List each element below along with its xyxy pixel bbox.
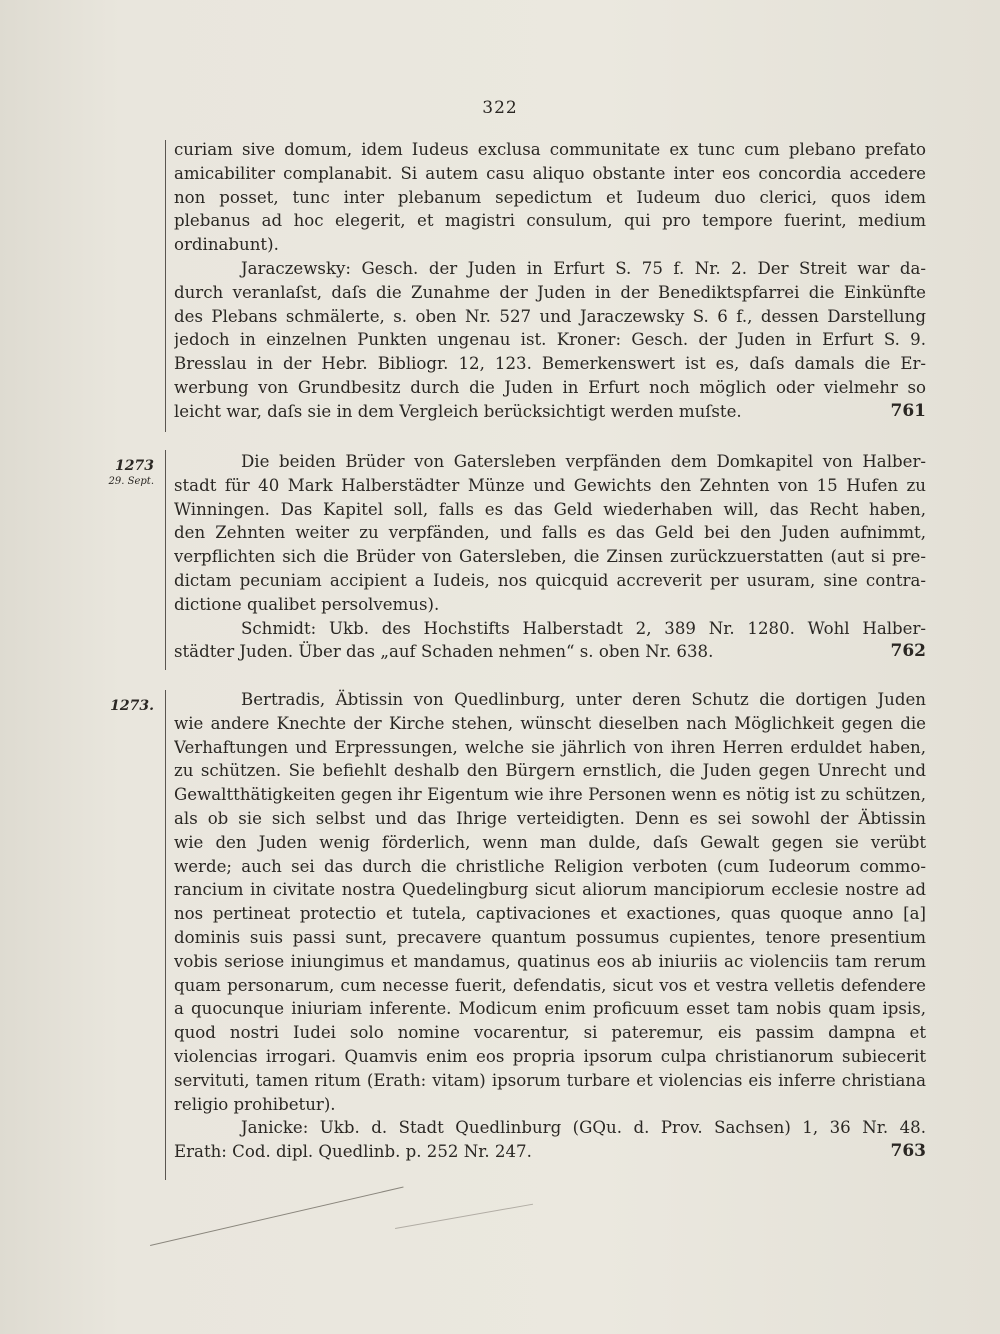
citation-line: Jaraczewsky: Gesch. der Juden in Erfurt S. 75 f. Nr. 2. Der Streit war da- — [241, 258, 926, 278]
text-line: ordinabunt). — [174, 235, 279, 255]
text-line: rancium in civitate nostra Quedelingburg sicut aliorum mancipiorum ecclesie nostre ad — [174, 880, 926, 900]
text-line: Erath: Cod. dipl. Quedlinb. p. 252 Nr. 247. — [174, 1142, 532, 1162]
text-line: wie den Juden wenig förderlich, wenn man dulde, daſs Gewalt gegen sie verübt — [174, 832, 926, 852]
final-line — [174, 400, 926, 424]
text-line: als ob sie sich selbst und das Ihrige verteidigten. Denn es sei sowohl der Äbtissin — [174, 808, 926, 828]
entry-number: 761 — [890, 400, 926, 421]
text-line: Bertradis, Äbtissin von Quedlinburg, unter deren Schutz die dortigen Juden — [241, 690, 926, 709]
page-number: 322 — [482, 98, 518, 118]
text-line: quam personarum, cum necesse fuerit, defendatis, sicut vos et vestra velletis defendere — [174, 975, 926, 995]
date-year: 1273. — [110, 698, 154, 714]
text-line: Gewaltthätigkeiten gegen ihr Eigentum wie ihre Personen wenn es nötig ist zu schützen, — [174, 785, 926, 805]
final-line — [174, 1140, 926, 1164]
text-line: servituti, tamen ritum (Erath: vitam) ipsorum turbare et violencias eis inferre christiana — [174, 1070, 926, 1090]
text-line: werde; auch sei das durch die christliche Religion verboten (cum Iudeorum commo- — [174, 856, 926, 876]
text-line: städter Juden. Über das „auf Schaden nehmen“ s. oben Nr. 638. — [174, 642, 714, 662]
margin-rule — [165, 140, 166, 432]
margin-date — [90, 458, 154, 490]
margin-rule — [165, 690, 166, 1180]
text-line: zu schützen. Sie befiehlt deshalb den Bürgern ernstlich, die Juden gegen Unrecht und — [174, 761, 926, 781]
text-line: leicht war, daſs sie in dem Vergleich berücksichtigt werden muſste. — [174, 401, 742, 421]
entry-762 — [174, 450, 926, 664]
text-line: quod nostri Iudei solo nomine vocarentur, si pateremur, eis passim dampna et — [174, 1023, 926, 1043]
text-line: werbung von Grundbesitz durch die Juden in Erfurt noch möglich oder vielmehr so — [174, 377, 926, 397]
text-line: dictam pecuniam accipient a Iudeis, nos quicquid accreverit per usuram, sine contra- — [174, 570, 926, 590]
text-line: vobis seriose iniungimus et mandamus, quatinus eos ab iniuriis ac violenciis tam rerum — [174, 951, 926, 971]
text-line: wie andere Knechte der Kirche stehen, wünscht dieselben nach Möglichkeit gegen die — [174, 713, 926, 733]
text-line: Winningen. Das Kapitel soll, falls es das Geld wiederhaben will, das Recht haben, — [174, 499, 926, 519]
text-line: jedoch in einzelnen Punkten ungenau ist. Kroner: Gesch. der Juden in Erfurt S. 9. — [174, 330, 926, 350]
entry-761 — [174, 138, 926, 424]
citation-line: Janicke: Ukb. d. Stadt Quedlinburg (GQu. d. Prov. Sachsen) 1, 36 Nr. 48. — [241, 1118, 926, 1138]
margin-rule — [165, 450, 166, 670]
text-line: violencias irrogari. Quamvis enim eos propria ipsorum culpa christianorum subiecerit — [174, 1046, 926, 1066]
text-line: dominis suis passi sunt, precavere quantum possumus cupientes, tenore presentium — [174, 927, 926, 947]
text-line: verpflichten sich die Brüder von Gatersleben, die Zinsen zurückzuerstatten (aut si pre- — [174, 547, 926, 567]
final-line — [174, 640, 926, 664]
citation-line: Schmidt: Ukb. des Hochstifts Halberstadt 2, 389 Nr. 1280. Wohl Halber- — [241, 618, 926, 638]
entry-number: 763 — [890, 1141, 926, 1162]
text-line: Bresslau in der Hebr. Bibliogr. 12, 123. Bemerkenswert ist es, daſs damals die Er- — [174, 354, 926, 374]
margin-date — [90, 698, 154, 714]
pencil-stroke — [395, 1204, 533, 1229]
entry-763 — [174, 688, 926, 1164]
text-line: nos pertineat protectio et tutela, captivaciones et exactiones, quas quoque anno [a] — [174, 904, 926, 924]
text-line: den Zehnten weiter zu verpfänden, und falls es das Geld bei den Juden aufnimmt, — [174, 523, 926, 543]
text-line: Die beiden Brüder von Gatersleben verpfänden dem Domkapitel von Halber- — [241, 452, 926, 471]
date-year: 1273 — [115, 458, 154, 474]
text-line: stadt für 40 Mark Halberstädter Münze und Gewichts den Zehnten von 15 Hufen zu — [174, 475, 926, 495]
text-line: des Plebans schmälerte, s. oben Nr. 527 und Jaraczewsky S. 6 f., dessen Darstellung — [174, 306, 926, 326]
text-line: Verhaftungen und Erpressungen, welche sie jährlich von ihren Herren erduldet haben, — [174, 737, 926, 757]
date-day: 29. Sept. — [108, 476, 154, 487]
text-line: non posset, tunc inter plebanum sepedictum et Iudeum duo clerici, quos idem — [174, 187, 926, 207]
text-line: amicabiliter complanabit. Si autem casu aliquo obstante inter eos concordia accedere — [174, 163, 926, 183]
text-line: a quocunque iniuriam inferente. Modicum enim proficuum esset tam nobis quam ipsis, — [174, 999, 926, 1019]
pencil-stroke — [150, 1187, 404, 1246]
text-line: dictione qualibet persolvemus). — [174, 594, 440, 614]
text-line: curiam sive domum, idem Iudeus exclusa communitate ex tunc cum plebano prefato — [174, 140, 926, 159]
text-line: plebanus ad hoc elegerit, et magistri consulum, qui pro tempore fuerint, medium — [174, 211, 926, 231]
text-line: religio prohibetur). — [174, 1094, 336, 1114]
text-line: durch veranlaſst, daſs die Zunahme der Juden in der Benediktspfarrei die Einkünfte — [174, 282, 926, 302]
entry-number: 762 — [890, 641, 926, 662]
